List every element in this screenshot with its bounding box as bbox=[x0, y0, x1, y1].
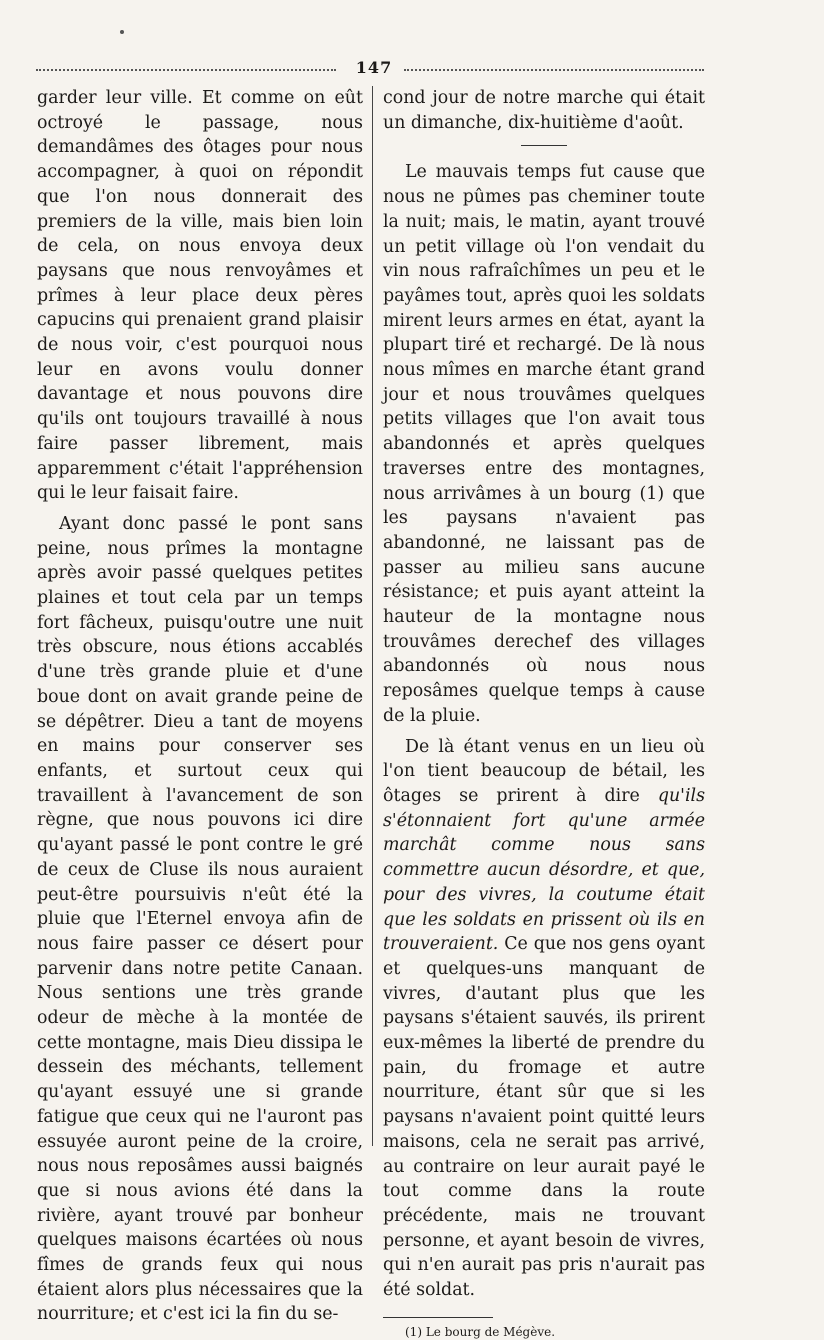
right-paragraph-3 bbox=[383, 735, 705, 1303]
paragraph-3-end: Ce que nos gens oyant et quelques-uns manquant de vivres, d'autant plus que les paysans s'étaient sauvés, ils prirent eux-mêmes la liberté de prendre du pain, du fromage et autre nourriture, étant sûr que si les paysans n'avaient point quitté leurs maisons, cela ne serait pas arrivé, au contraire on leur aurait payé le tout comme dans la route précédente, mais ne trouvant personne, et ayant besoin de vivres, qui n'en aurait pas pris n'aurait pas été soldat. bbox=[383, 934, 705, 1301]
header-rule-right bbox=[404, 69, 704, 71]
column-divider bbox=[372, 86, 373, 1146]
ink-speck bbox=[120, 30, 124, 34]
left-paragraph-2: Ayant donc passé le pont sans peine, nous prîmes la montagne après avoir passé quelques petites plaines et tout cela par un temps fort fâcheux, puisqu'outre une nuit très obscure, nous étions accablés d'une très grande pluie et d'une boue dont on avait grande peine de se dépêtrer. Dieu a tant de moyens en mains pour conserver ses enfants, et surtout ceux qui travaillent à l'avancement de son règne, que nous pouvons ici dire qu'ayant passé le pont contre le gré de ceux de Cluse ils nous auraient peut-être poursuivis n'eût été la pluie que l'Eternel envoya afin de nous faire passer ce désert pour parvenir dans notre petite Canaan. Nous sentions une très grande odeur de mèche à la montée de cette montagne, mais Dieu dissipa le dessein des méchants, tellement qu'ayant essuyé une si grande fatigue que ceux qui ne l'auront pas essuyée auront peine de la croire, nous nous reposâmes aussi baignés que si nous avions été dans la rivière, ayant trouvé par bonheur quelques maisons écartées où nous fîmes de grands feux qui nous étaient alors plus nécessaires que la nourriture; et c'est ici la fin du se- bbox=[37, 513, 363, 1325]
footnote: (1) Le bourg de Mégève. bbox=[405, 1324, 556, 1339]
section-separator bbox=[521, 145, 567, 146]
left-paragraph-1: garder leur ville. Et comme on eût octroyé le passage, nous demandâmes des ôtages pour nous accompagner, à quoi on répondit que l'on nous donnerait des premiers de la ville, mais bien loin de cela, on nous envoya deux paysans que nous renvoyâmes et prîmes à leur place deux pères capucins qui prenaient grand plaisir de nous voir, c'est pourquoi nous leur en avons voulu donner davantage et nous pouvons dire qu'ils ont toujours travaillé à nous faire passer librement, mais apparemment c'était l'appréhension qui le leur faisait faire. bbox=[37, 88, 363, 504]
paragraph-3-quote: qu'ils s'étonnaient fort qu'une armée marchât comme nous sans commettre aucun désordre, et que, pour des vivres, la coutume était que les soldats en prissent où ils en trouveraient. bbox=[383, 785, 705, 955]
right-paragraph-1: cond jour de notre marche qui était un dimanche, dix-huitième d'août. bbox=[383, 88, 705, 133]
header-rule-left bbox=[36, 69, 336, 71]
footnote-rule bbox=[383, 1317, 493, 1318]
right-column bbox=[383, 86, 705, 1340]
page-header bbox=[36, 58, 704, 80]
paragraph-3-start: De là étant venus en un lieu où l'on tient beaucoup de bétail, les ôtages se prirent à dire bbox=[383, 736, 705, 806]
page-number: 147 bbox=[355, 58, 393, 77]
right-paragraph-2: Le mauvais temps fut cause que nous ne pûmes pas cheminer toute la nuit; mais, le matin, ayant trouvé un petit village où l'on vendait du vin nous rafraîchîmes un peu et le payâmes tout, après quoi les soldats mirent leurs armes en état, ayant la plupart tiré et rechargé. De là nous nous mîmes en marche étant grand jour et nous trouvâmes quelques petits villages que l'on avait tous abandonnés et après quelques traverses entre des montagnes, nous arrivâmes à un bourg (1) que les paysans n'avaient pas abandonné, ne laissant pas de passer au milieu sans aucune résistance; et puis ayant atteint la hauteur de la montagne nous trouvâmes derechef des villages abandonnés où nous nous reposâmes quelque temps à cause de la pluie. bbox=[383, 162, 705, 726]
left-column bbox=[37, 86, 363, 1327]
